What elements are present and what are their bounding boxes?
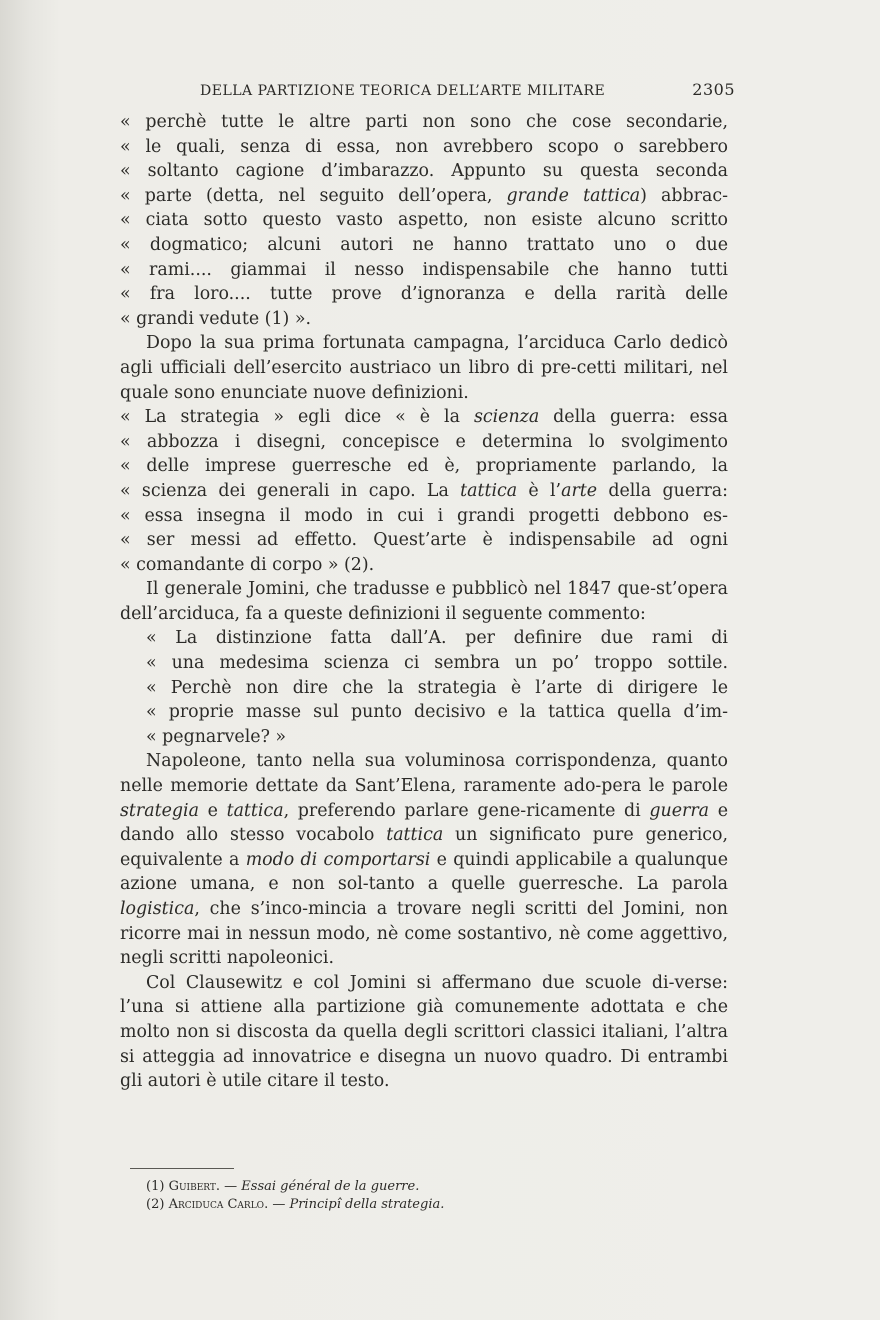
footnote: (2) Arciduca Carlo. — Principî della strategia. (146, 1197, 445, 1212)
footnote: (1) Guibert. — Essai général de la guerre. (146, 1179, 420, 1194)
quote-line: « le quali, senza di essa, non avrebbero scopo o sarebbero (120, 136, 728, 157)
emphasis: arte (561, 480, 598, 501)
quote-line: « proprie masse sul punto decisivo e la tattica quella d’im- (146, 702, 728, 723)
emphasis: tattica (386, 825, 444, 846)
quote-line: « abbozza i disegni, concepisce e determina lo svolgimento (120, 431, 728, 452)
quote-line: « dogmatico; alcuni autori ne hanno trattato uno o due (120, 234, 728, 255)
footnotes (146, 1178, 706, 1214)
quote-line: « essa insegna il modo in cui i grandi progetti debbono es- (120, 505, 728, 526)
body-text (120, 110, 728, 1094)
quote-line: « grandi vedute (1) ». (120, 308, 311, 329)
quote-line: « soltanto cagione d’imbarazzo. Appunto su questa seconda (120, 161, 728, 182)
emphasis: tattica (226, 800, 284, 821)
quote-line: « Perchè non dire che la strategia è l’arte di dirigere le (146, 677, 728, 698)
quote-line: « La distinzione fatta dall’A. per definire due rami di (146, 628, 728, 649)
quote-block-1 (120, 110, 728, 331)
emphasis: grande tattica (506, 185, 641, 206)
quote-line: « perchè tutte le altre parti non sono che cose secondarie, (120, 112, 728, 132)
quote-line: « una medesima scienza ci sembra un po’ troppo sottile. (146, 653, 728, 674)
emphasis: modo di comportarsi (245, 849, 431, 870)
emphasis: strategia (120, 800, 199, 821)
paragraph: Dopo la sua prima fortunata campagna, l’arciduca Carlo dedicò agli ufficiali dell’esercito austriaco un libro di pre-cetti militari, nel quale sono enunciate nuove definizioni. (120, 333, 728, 403)
quote-line: « rami.... giammai il nesso indispensabile che hanno tutti (120, 259, 728, 280)
page-number: 2305 (692, 80, 735, 99)
paragraph: Il generale Jomini, che tradusse e pubblicò nel 1847 que-st’opera dell’arciduca, fa a queste definizioni il seguente commento: (120, 579, 728, 624)
paragraph: Col Clausewitz e col Jomini si affermano due scuole di-verse: l’una si attiene alla partizione già comunemente adottata e che molto non si discosta da quella degli scrittori classici italiani, l’altra si atteggia ad innovatrice e disegna un nuovo quadro. Di entrambi gli autori è utile citare il testo. (120, 972, 728, 1092)
paragraph: Napoleone, tanto nella sua voluminosa corrispondenza, quanto nelle memorie dettate da Sant’Elena, raramente ado-pera le parole strategia e tattica, preferendo parlare gene-ricamente di guerra e dando allo stesso vocabolo tattica un significato pure generico, equivalente a modo di comportarsi e quindi applicabile a qualunque azione umana, e non sol-tanto a quelle guerresche. La parola logistica, che s’inco-mincia a trovare negli scritti del Jomini, non ricorre mai in nessun modo, nè come sostantivo, nè come aggettivo, negli scritti napoleonici. (120, 751, 729, 969)
footnote-divider (130, 1168, 234, 1169)
quote-line: « ser messi ad effetto. Quest’arte è indispensabile ad ogni (120, 530, 728, 551)
page-header (200, 80, 735, 99)
quote-line: « scienza dei generali in capo. La tattica è l’arte della guerra: (120, 480, 728, 501)
quote-line: « ciata sotto questo vasto aspetto, non esiste alcuno scritto (120, 210, 728, 231)
quote-line: « comandante di corpo » (2). (120, 554, 375, 575)
emphasis: scienza (473, 407, 540, 428)
quote-block-3 (120, 626, 728, 749)
quote-line: « La strategia » egli dice « è la scienza della guerra: essa (120, 407, 728, 428)
quote-block-2 (120, 405, 728, 577)
quote-line: « delle imprese guerresche ed è, propriamente parlando, la (120, 456, 728, 477)
emphasis: guerra (649, 800, 710, 821)
emphasis: tattica (460, 480, 518, 501)
running-title: DELLA PARTIZIONE TEORICA DELL’ARTE MILITARE (200, 83, 606, 99)
quote-line: « parte (detta, nel seguito dell’opera, grande tattica) abbrac- (120, 185, 728, 206)
emphasis: logistica (120, 899, 195, 919)
quote-line: « fra loro.... tutte prove d’ignoranza e della rarità delle (120, 284, 728, 305)
quote-line: « pegnarvele? » (146, 726, 287, 747)
